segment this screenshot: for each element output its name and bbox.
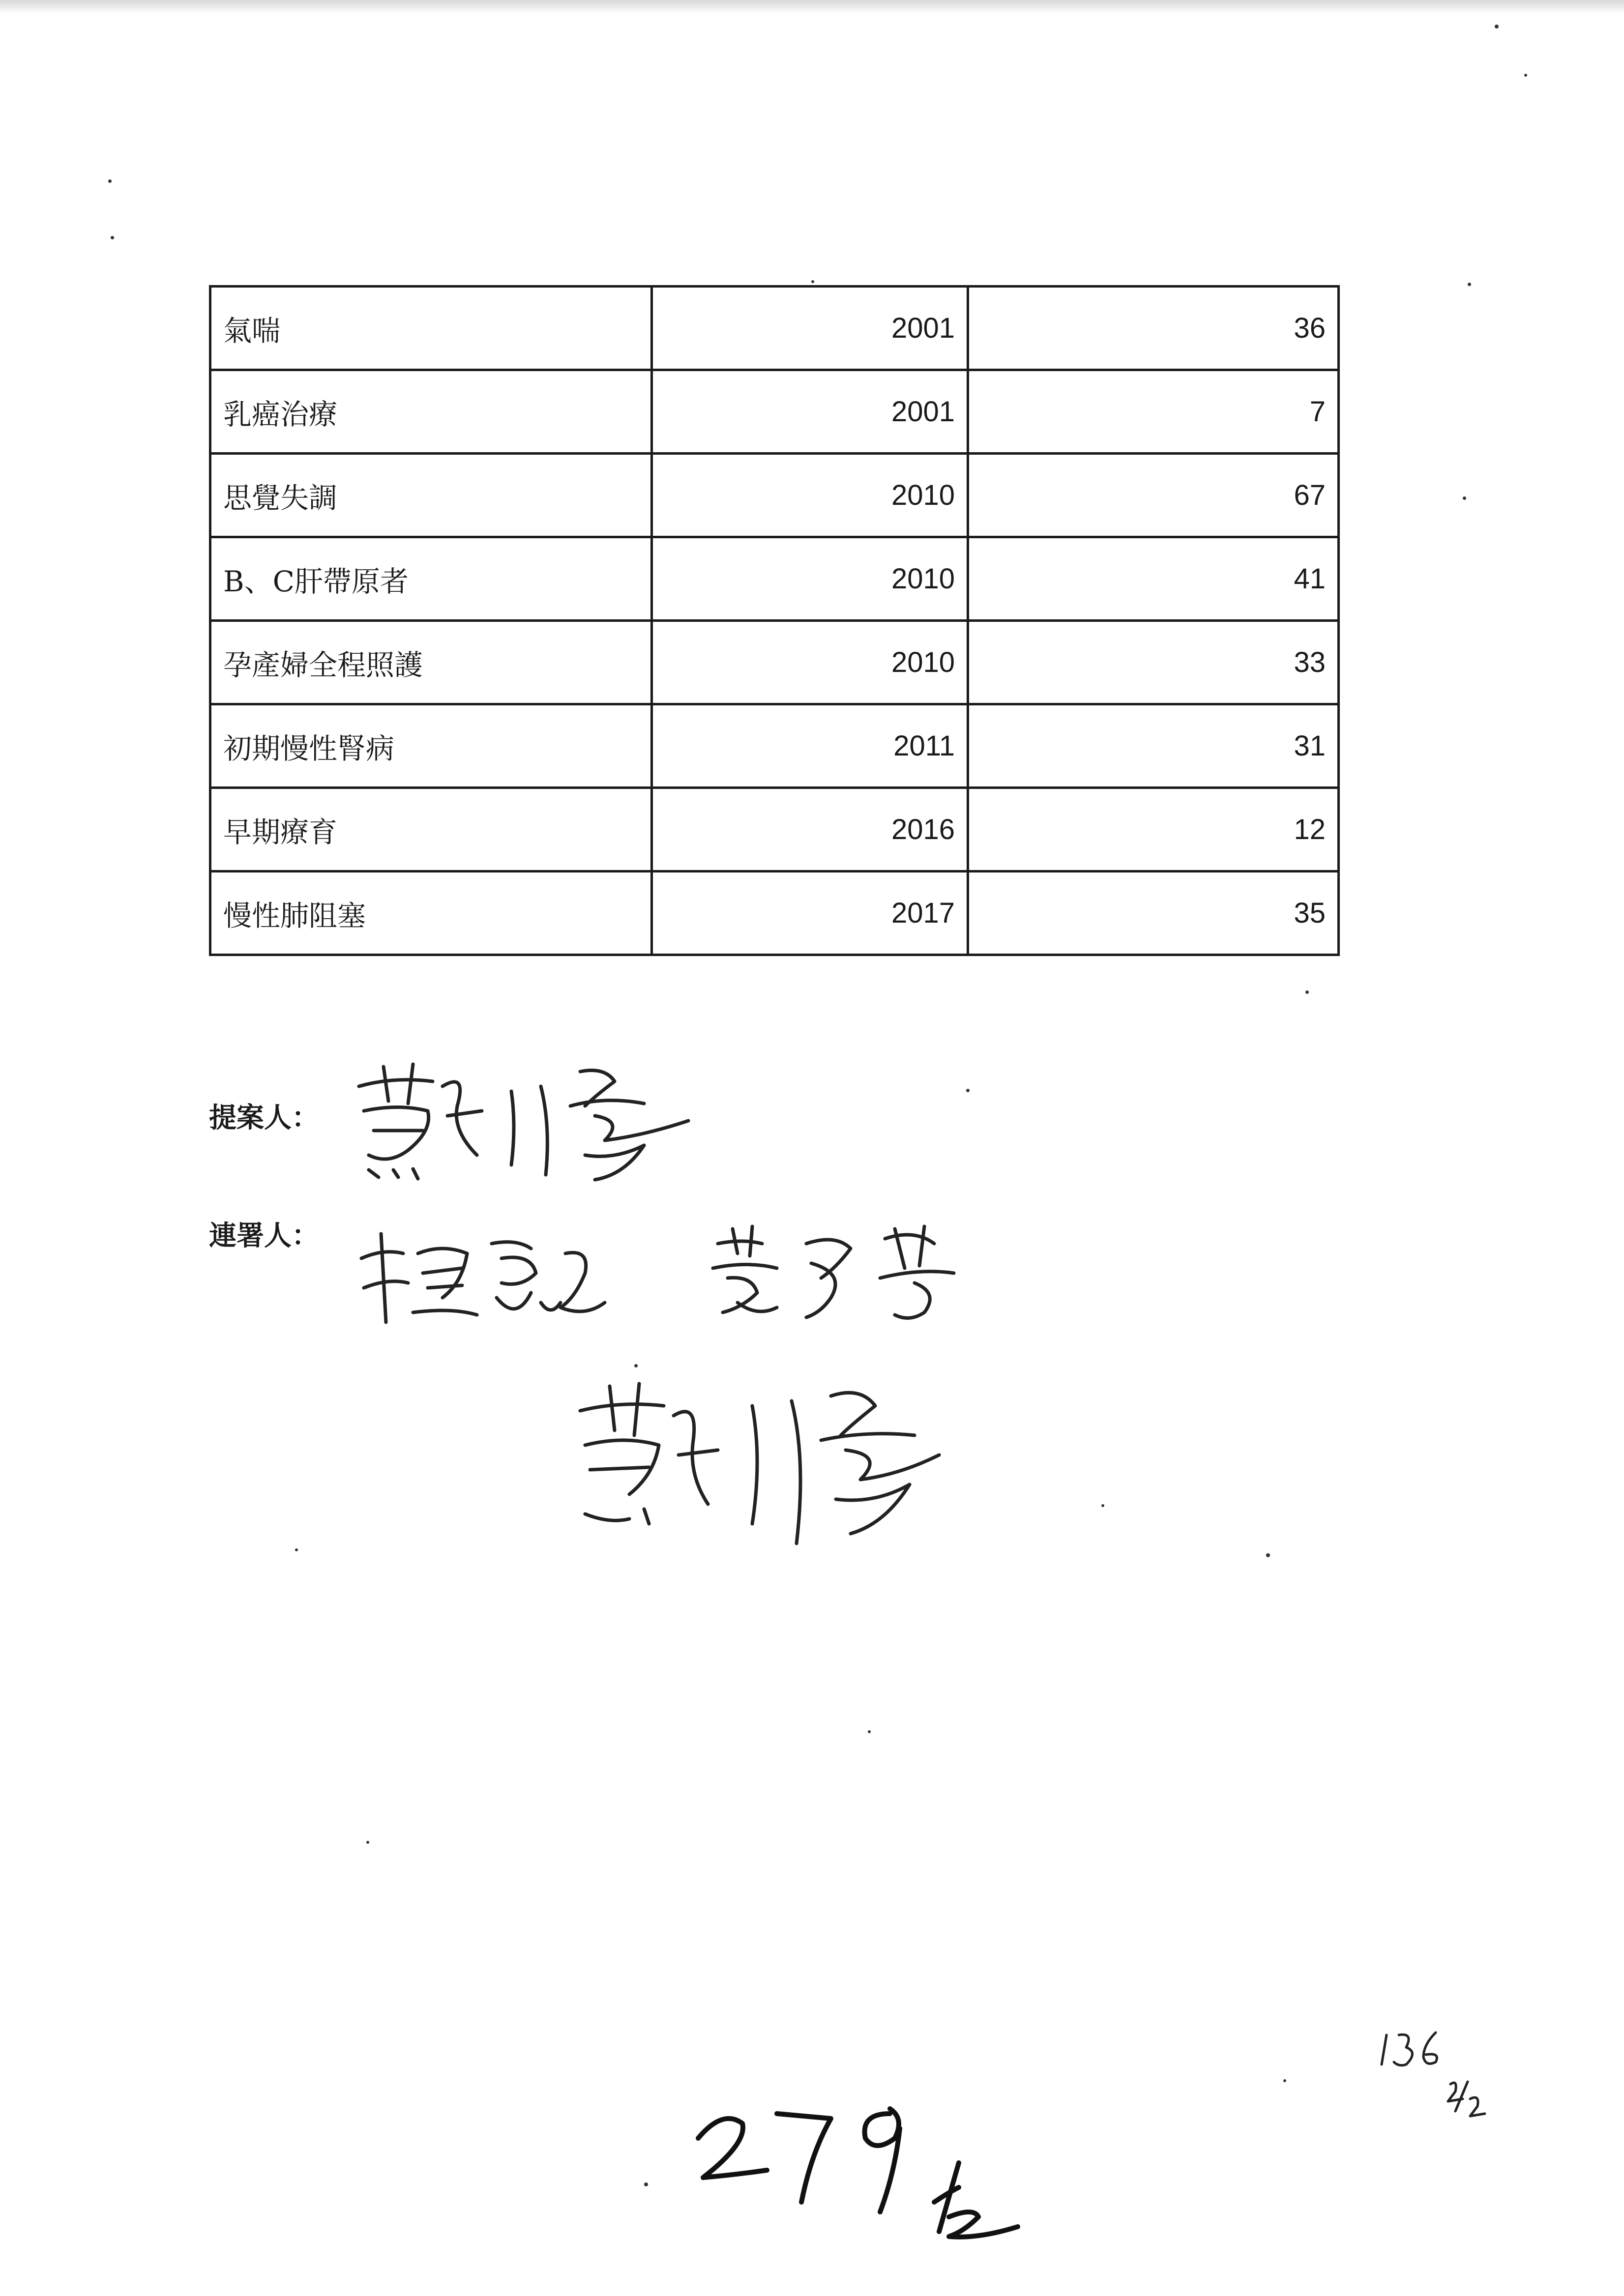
scan-speck (966, 1089, 970, 1092)
count-cell: 36 (968, 287, 1339, 370)
year-cell: 2011 (652, 704, 968, 788)
table-row (210, 704, 1339, 788)
year-cell: 2010 (652, 621, 968, 704)
program-name-cell: 孕產婦全程照護 (210, 621, 652, 704)
program-name-cell: 乳癌治療 (210, 370, 652, 454)
program-name-cell: 慢性肺阻塞 (210, 872, 652, 955)
proposer-label: 提案人： (209, 1102, 319, 1134)
table-row (210, 872, 1339, 955)
count-cell: 7 (968, 370, 1339, 454)
program-name-cell: 氣喘 (210, 287, 652, 370)
scan-speck (811, 280, 814, 283)
count-cell: 67 (968, 454, 1339, 537)
page-number-annotation (683, 2084, 1037, 2248)
table-row (210, 370, 1339, 454)
scan-speck (1101, 1504, 1104, 1507)
count-cell: 41 (968, 537, 1339, 621)
scan-speck (366, 1841, 369, 1844)
scan-speck (1468, 283, 1471, 286)
cosigner-label: 連署人： (209, 1220, 319, 1252)
scan-speck (644, 2182, 648, 2186)
statistics-table (209, 285, 1340, 956)
program-name-cell: B、C肝帶原者 (210, 537, 652, 621)
scan-speck (1524, 74, 1527, 77)
program-name-cell: 初期慢性腎病 (210, 704, 652, 788)
scan-speck (295, 1548, 298, 1551)
year-cell: 2010 (652, 537, 968, 621)
year-cell: 2016 (652, 788, 968, 872)
table-row (210, 621, 1339, 704)
scan-speck (868, 1730, 871, 1733)
scan-speck (1266, 1553, 1270, 1557)
cosigner-signature-1 (354, 1224, 610, 1337)
scan-speck (1463, 496, 1466, 500)
scan-top-edge (0, 0, 1624, 14)
scan-speck (108, 179, 112, 183)
scan-speck (634, 1364, 638, 1367)
program-name-cell: 早期療育 (210, 788, 652, 872)
page-mark-annotation (1377, 2025, 1505, 2125)
count-cell: 35 (968, 872, 1339, 955)
table-row (210, 537, 1339, 621)
scan-speck (1283, 2079, 1286, 2082)
cosigner-signature-2 (708, 1219, 983, 1327)
scan-speck (1495, 25, 1499, 29)
program-name-cell: 思覺失調 (210, 454, 652, 537)
year-cell: 2001 (652, 370, 968, 454)
handwritten-signature-3 (570, 1376, 944, 1553)
year-cell: 2017 (652, 872, 968, 955)
count-cell: 33 (968, 621, 1339, 704)
table-row (210, 287, 1339, 370)
count-cell: 31 (968, 704, 1339, 788)
count-cell: 12 (968, 788, 1339, 872)
proposer-signature (349, 1057, 703, 1185)
scan-speck (1305, 990, 1309, 994)
scan-speck (111, 236, 114, 239)
table-row (210, 454, 1339, 537)
table-row (210, 788, 1339, 872)
year-cell: 2010 (652, 454, 968, 537)
year-cell: 2001 (652, 287, 968, 370)
